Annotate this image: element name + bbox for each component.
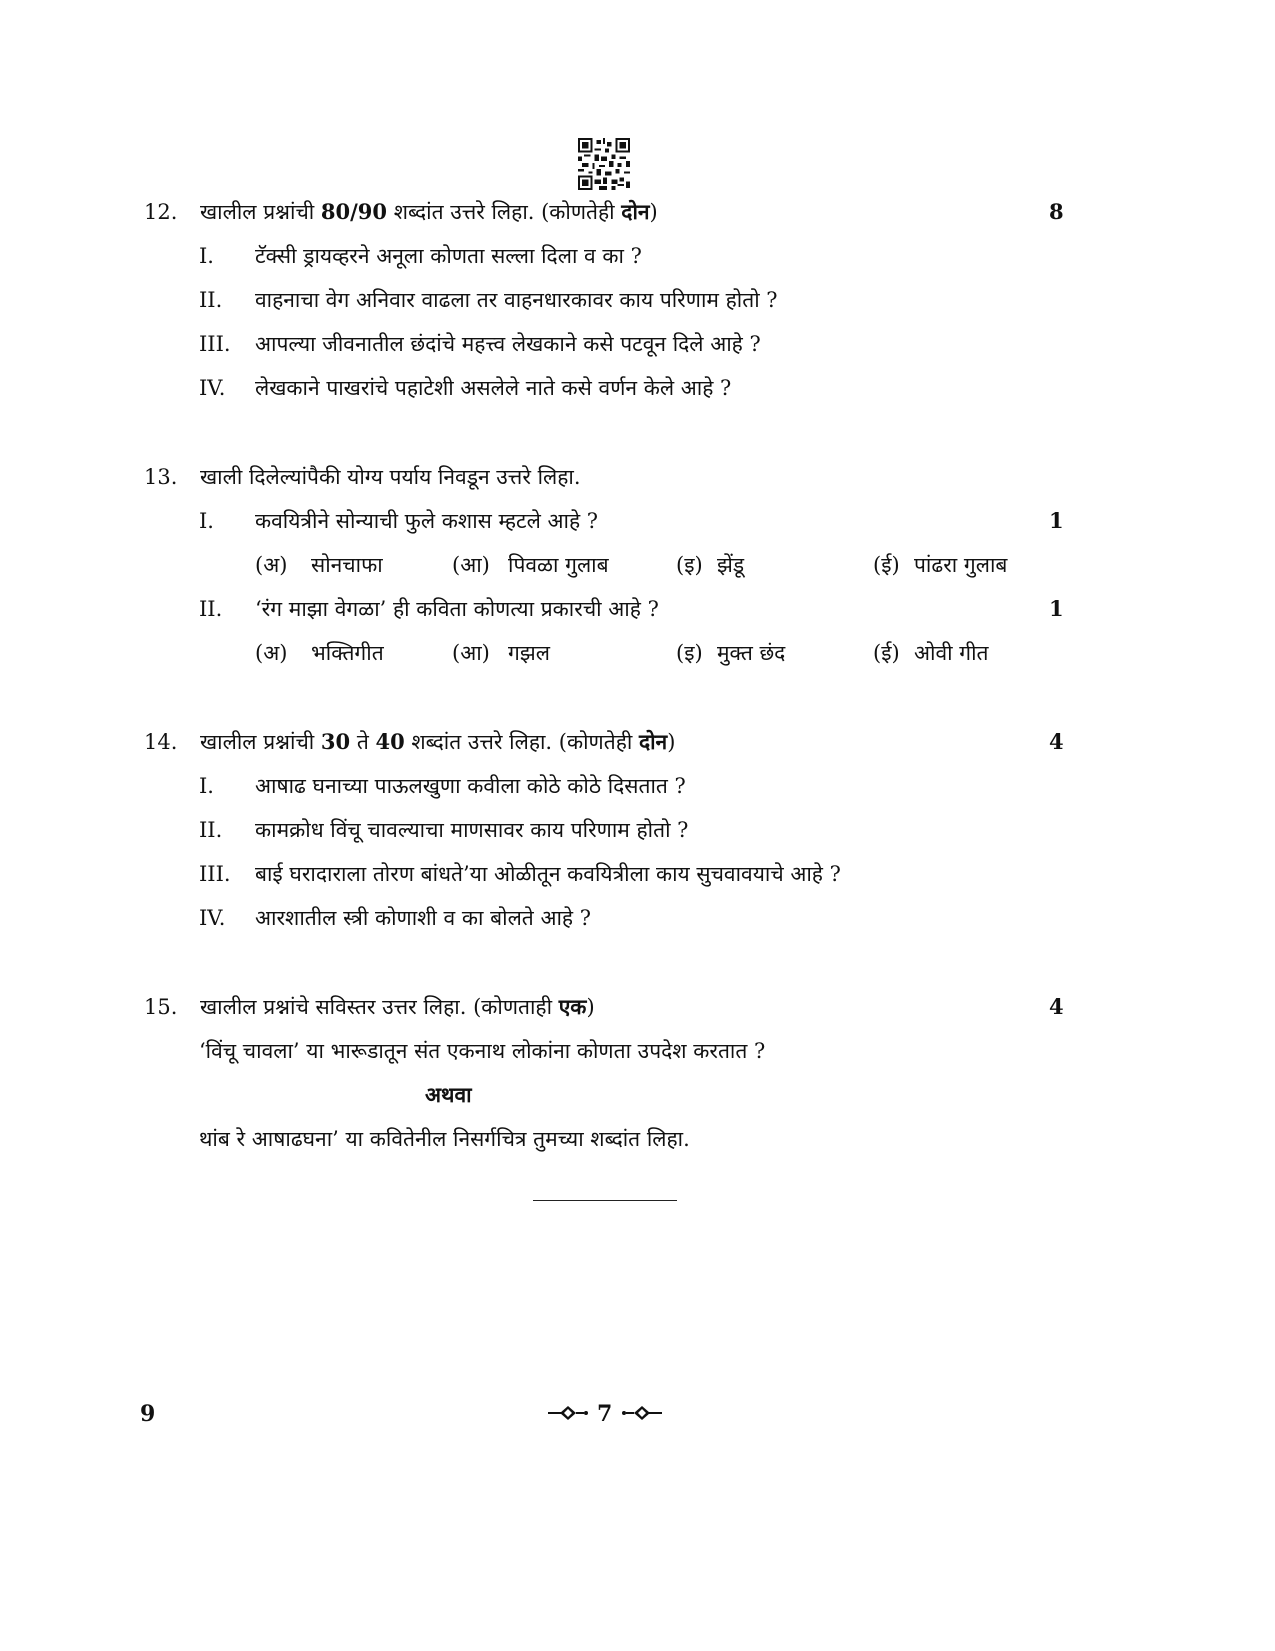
sub-question-text: ‘रंग माझा वेगळा’ ही कविता कोणत्या प्रकारची आहे ? bbox=[255, 597, 659, 621]
question-text-part: खालील प्रश्नांची bbox=[200, 200, 321, 224]
qr-code-icon bbox=[578, 138, 630, 190]
answer-prompt-b: थांब रे आषाढघना’ या कवितेनील निसर्गचित्र तुमच्या शब्दांत लिहा. bbox=[199, 1127, 690, 1151]
question-number: 12. bbox=[144, 200, 178, 224]
question-text-part: खालील प्रश्नांची bbox=[200, 730, 321, 754]
option-label: (आ) bbox=[452, 641, 490, 665]
question-number: 14. bbox=[144, 730, 178, 754]
sub-question-number: II. bbox=[199, 597, 223, 621]
sub-question-number: II. bbox=[199, 818, 223, 842]
option-label: (अ) bbox=[255, 553, 288, 577]
option-text: भक्तिगीत bbox=[311, 641, 384, 665]
choice-count: दोन bbox=[638, 729, 668, 754]
option-label: (अ) bbox=[255, 641, 288, 665]
word-limit: 80/90 bbox=[320, 199, 388, 224]
sub-question-text: वाहनाचा वेग अनिवार वाढला तर वाहनधारकावर काय परिणाम होतो ? bbox=[255, 288, 778, 312]
option-label: (ई) bbox=[873, 553, 900, 577]
question-text-part: खालील प्रश्नांचे सविस्तर उत्तर लिहा. (कोणताही bbox=[200, 995, 559, 1019]
sub-question-text: आरशातील स्त्री कोणाशी व का बोलते आहे ? bbox=[255, 906, 592, 930]
ornament-right-icon bbox=[622, 1405, 662, 1421]
marks: 4 bbox=[1049, 994, 1064, 1019]
word-limit-max: 40 bbox=[375, 729, 405, 754]
sub-question-number: II. bbox=[199, 288, 223, 312]
option-label: (ई) bbox=[873, 641, 900, 665]
page-code: 9 bbox=[140, 1401, 156, 1427]
sub-question-number: I. bbox=[199, 509, 214, 533]
option-text: ओवी गीत bbox=[914, 641, 989, 665]
sub-question-number: I. bbox=[199, 244, 214, 268]
sub-question-text: आपल्या जीवनातील छंदांचे महत्त्व लेखकाने कसे पटवून दिले आहे ? bbox=[255, 332, 761, 356]
choice-count: दोन bbox=[621, 199, 650, 224]
option-text: गझल bbox=[508, 641, 550, 665]
question-text-part: शब्दांत उत्तरे लिहा. (कोणतेही bbox=[387, 200, 622, 224]
option-text: मुक्त छंद bbox=[717, 641, 786, 665]
question-text-part: ते bbox=[350, 730, 376, 754]
sub-question-text: कवयित्रीने सोन्याची फुले कशास म्हटले आहे ? bbox=[255, 509, 599, 533]
marks: 1 bbox=[1049, 596, 1064, 621]
question-number: 15. bbox=[144, 995, 178, 1019]
choice-count: एक bbox=[558, 994, 587, 1019]
sub-question-number: IV. bbox=[199, 906, 226, 930]
question-text-part: शब्दांत उत्तरे लिहा. (कोणतेही bbox=[404, 730, 639, 754]
end-rule bbox=[533, 1200, 677, 1201]
answer-prompt-a: ‘विंचू चावला’ या भारूडातून संत एकनाथ लोकांना कोणता उपदेश करतात ? bbox=[199, 1039, 766, 1063]
marks: 4 bbox=[1049, 729, 1064, 754]
option-label: (इ) bbox=[676, 641, 703, 665]
option-label: (आ) bbox=[452, 553, 490, 577]
option-text: झेंडू bbox=[717, 553, 745, 577]
ornament-left-icon bbox=[548, 1405, 588, 1421]
or-separator: अथवा bbox=[425, 1082, 472, 1107]
option-label: (इ) bbox=[676, 553, 703, 577]
sub-question-number: IV. bbox=[199, 376, 226, 400]
sub-question-text: टॅक्सी ड्रायव्हरने अनूला कोणता सल्ला दिला व का ? bbox=[255, 244, 642, 268]
option-text: पिवळा गुलाब bbox=[508, 553, 609, 577]
question-text-part: ) bbox=[586, 995, 595, 1019]
sub-question-text: लेखकाने पाखरांचे पहाटेशी असलेले नाते कसे वर्णन केले आहे ? bbox=[255, 376, 732, 400]
sub-question-number: III. bbox=[199, 332, 231, 356]
marks: 1 bbox=[1049, 508, 1064, 533]
question-text bbox=[200, 198, 658, 226]
question-text-part: ) bbox=[667, 730, 676, 754]
option-text: सोनचाफा bbox=[311, 553, 383, 577]
sub-question-text: बाई घरादाराला तोरण बांधते’या ओळीतून कवयित्रीला काय सुचवावयाचे आहे ? bbox=[255, 862, 841, 886]
sub-question-number: I. bbox=[199, 774, 214, 798]
word-limit-min: 30 bbox=[320, 729, 351, 754]
sub-question-number: III. bbox=[199, 862, 231, 886]
page-number: 7 bbox=[597, 1401, 613, 1427]
question-text bbox=[200, 728, 675, 756]
option-text: पांढरा गुलाब bbox=[914, 553, 1008, 577]
question-number: 13. bbox=[144, 465, 178, 489]
sub-question-text: आषाढ घनाच्या पाऊलखुणा कवीला कोठे कोठे दिसतात ? bbox=[255, 774, 686, 798]
sub-question-text: कामक्रोध विंचू चावल्याचा माणसावर काय परिणाम होतो ? bbox=[255, 818, 689, 842]
question-text bbox=[200, 993, 595, 1021]
marks: 8 bbox=[1049, 199, 1064, 224]
question-text: खाली दिलेल्यांपैकी योग्य पर्याय निवडून उत्तरे लिहा. bbox=[200, 465, 581, 489]
question-text-part: ) bbox=[649, 200, 658, 224]
